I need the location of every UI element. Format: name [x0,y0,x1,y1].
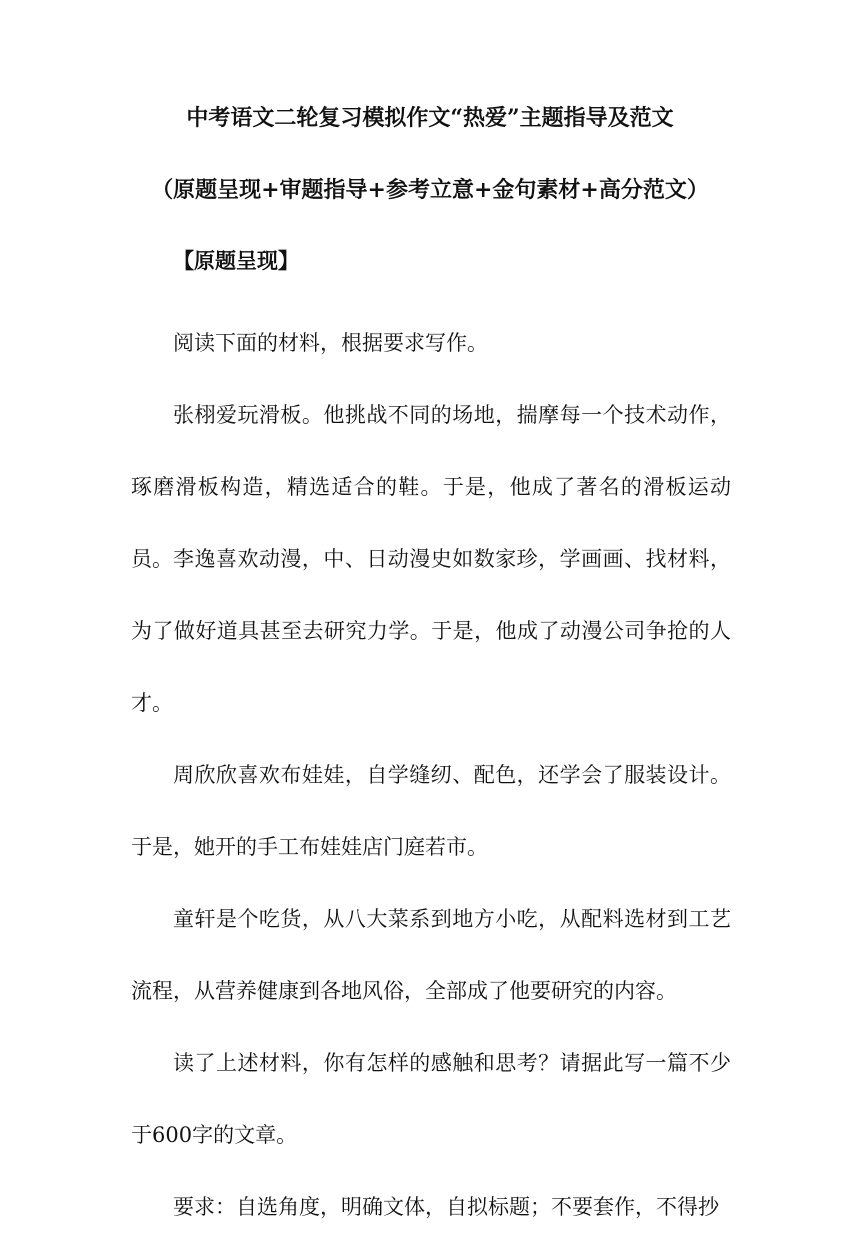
paragraph-instruction: 阅读下面的材料，根据要求写作。 [173,331,488,355]
document-subtitle: （原题呈现+审题指导+参考立意+金句素材+高分范文） [151,177,709,203]
paragraph-tong-xuan: 童轩是个吃货，从八大菜系到地方小吃，从配料选材到工艺流程，从营养健康到各地风俗，全部成了他要研究的内容。 [131,907,731,1003]
paragraph-zhang-xu: 张栩爱玩滑板。他挑战不同的场地，揣摩每一个技术动作，琢磨滑板构造，精选适合的鞋。于是，他成了著名的滑板运动员。 [131,403,731,571]
paragraph-li-yi: 李逸喜欢动漫，中、日动漫史如数家珍，学画画、找材料，为了做好道具甚至去研究力学。于是，他成了动漫公司争抢的人才。 [131,547,731,715]
document-title: 中考语文二轮复习模拟作文“热爱”主题指导及范文 [186,105,674,131]
paragraph-prompt: 读了上述材料，你有怎样的感触和思考？请据此写一篇不少于600字的文章。 [131,1051,731,1147]
paragraph-zhou-xinxin: 周欣欣喜欢布娃娃，自学缝纫、配色，还学会了服装设计。于是，她开的手工布娃娃店门庭若市。 [131,763,731,859]
paragraph-requirements: 要求：自选角度，明确文体，自拟标题；不要套作，不得抄 [173,1195,719,1219]
section-heading: 【原题呈现】 [173,248,299,273]
